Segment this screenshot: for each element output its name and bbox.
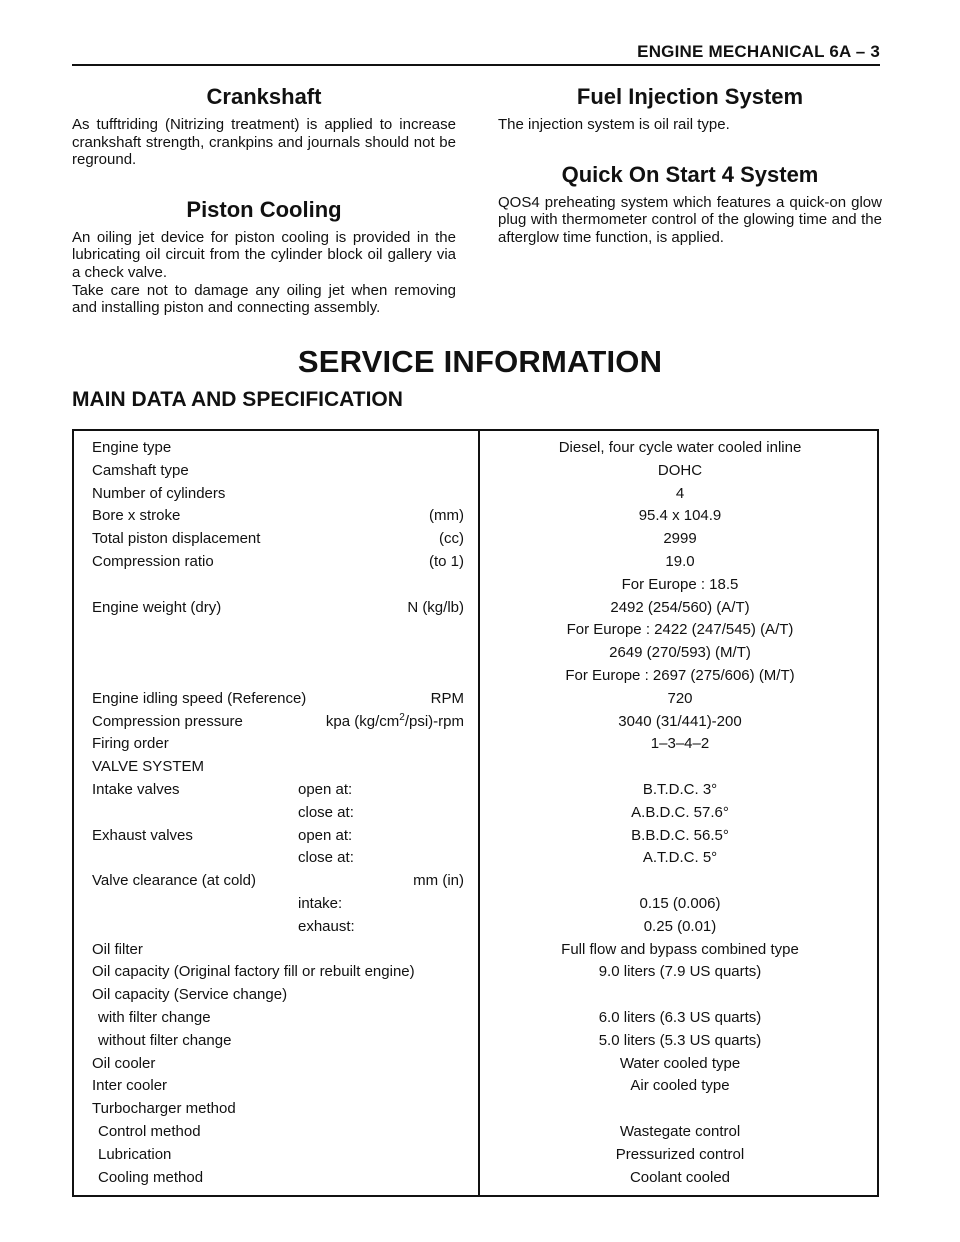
spec-row	[74, 688, 877, 711]
spec-label: Exhaust valves	[92, 826, 193, 844]
spec-value: Water cooled type	[619, 1054, 741, 1072]
spec-row	[74, 1144, 877, 1167]
spec-row	[74, 961, 877, 984]
spec-value: B.B.D.C. 56.5°	[631, 826, 729, 844]
spec-value: 0.25 (0.01)	[643, 917, 717, 935]
main-data-subtitle: MAIN DATA AND SPECIFICATION	[72, 388, 403, 411]
service-info-title: SERVICE INFORMATION	[297, 344, 663, 379]
fuel-injection-body: The injection system is oil rail type.	[498, 116, 730, 133]
fuel-injection-heading: Fuel Injection System	[576, 84, 804, 109]
spec-value: 3040 (31/441)-200	[618, 712, 742, 730]
spec-label: Cooling method	[98, 1168, 204, 1186]
spec-value: Full flow and bypass combined type	[561, 940, 799, 958]
spec-row	[74, 437, 877, 460]
spec-label: Turbocharger method	[92, 1100, 236, 1118]
spec-label: Camshaft type	[92, 461, 189, 479]
spec-row	[74, 1121, 877, 1144]
spec-label: Number of cylinders	[92, 484, 226, 502]
spec-label: Control method	[98, 1123, 201, 1140]
right-column	[498, 84, 882, 246]
spec-row	[74, 574, 877, 597]
spec-value: For Europe : 2697 (275/606) (M/T)	[565, 667, 795, 684]
spec-row	[74, 665, 877, 688]
spec-value: 95.4 x 104.9	[638, 507, 722, 525]
spec-label: Engine type	[92, 439, 172, 456]
spec-sublabel: exhaust:	[298, 917, 355, 935]
spec-label: Bore x stroke	[92, 507, 181, 525]
spec-unit	[326, 711, 464, 734]
spec-value: Wastegate control	[619, 1123, 741, 1140]
spec-unit: RPM	[430, 689, 464, 707]
spec-row	[74, 1030, 877, 1053]
spec-unit-part: kpa (kg/cm	[325, 712, 400, 730]
spec-row	[74, 939, 877, 962]
spec-value: Pressurized control	[615, 1145, 745, 1163]
spec-row	[74, 711, 877, 734]
spec-value: DOHC	[657, 461, 703, 479]
spec-sublabel: open at:	[298, 781, 353, 798]
crankshaft-heading: Crankshaft	[206, 84, 322, 109]
spec-label: Oil cooler	[92, 1054, 156, 1072]
header-rule	[72, 64, 880, 66]
spec-sublabel: open at:	[298, 826, 353, 844]
spec-label: Lubrication	[98, 1145, 172, 1163]
qos4-heading: Quick On Start 4 System	[561, 161, 819, 187]
spec-row	[74, 1098, 877, 1121]
spec-label: Firing order	[92, 735, 169, 753]
spec-value: Diesel, four cycle water cooled inline	[558, 439, 802, 456]
crankshaft-body: As tufftriding (Nitrizing treatment) is applied to increase crankshaft strength, crankpins and journals should not be reground.	[72, 116, 456, 169]
spec-label: Engine weight (dry)	[92, 598, 222, 616]
spec-label: Oil capacity (Original factory fill or rebuilt engine)	[92, 963, 415, 981]
spec-row	[74, 642, 877, 665]
spec-unit: N (kg/lb)	[407, 598, 464, 616]
spec-unit-part: /psi)-rpm	[404, 712, 464, 730]
spec-row	[74, 619, 877, 642]
spec-label: Valve clearance (at cold)	[92, 872, 256, 890]
spec-label: Oil capacity (Service change)	[92, 986, 288, 1004]
spec-unit: mm (in)	[413, 872, 464, 890]
spec-row	[74, 1007, 877, 1030]
spec-value: 4	[675, 484, 685, 502]
spec-value: A.B.D.C. 57.6°	[631, 803, 729, 821]
spec-row	[74, 483, 877, 506]
spec-row	[74, 779, 877, 802]
spec-sublabel: intake:	[298, 895, 343, 912]
piston-cooling-heading: Piston Cooling	[186, 196, 342, 222]
spec-row	[74, 916, 877, 939]
left-column	[72, 84, 456, 317]
spec-row	[74, 597, 877, 620]
spec-label: Engine idling speed (Reference)	[92, 689, 307, 707]
spec-value: 720	[667, 689, 693, 707]
spec-row	[74, 870, 877, 893]
spec-row	[74, 1075, 877, 1098]
spec-label: Intake valves	[92, 781, 180, 798]
spec-value: Coolant cooled	[629, 1168, 731, 1186]
spec-value: 5.0 liters (5.3 US quarts)	[598, 1031, 762, 1049]
spec-value: A.T.D.C. 5°	[642, 849, 718, 867]
spec-row	[74, 825, 877, 848]
spec-value: Air cooled type	[630, 1077, 730, 1095]
spec-value: For Europe : 18.5	[621, 575, 739, 593]
spec-label: without filter change	[98, 1031, 232, 1049]
spec-label: Inter cooler	[92, 1077, 168, 1095]
spec-unit-superscript: 2	[399, 711, 405, 723]
spec-row	[74, 802, 877, 825]
spec-row	[74, 551, 877, 574]
spec-value: 6.0 liters (6.3 US quarts)	[598, 1009, 762, 1026]
spec-row	[74, 505, 877, 528]
spec-value: For Europe : 2422 (247/545) (A/T)	[566, 621, 794, 639]
spec-row	[74, 756, 877, 779]
spec-sublabel: close at:	[298, 803, 354, 821]
spec-table	[72, 429, 879, 1197]
spec-row	[74, 984, 877, 1007]
spec-row	[74, 847, 877, 870]
piston-cooling-caution: Take care not to damage any oiling jet when removing and installing piston and connecting assembly.	[72, 281, 456, 317]
spec-label: Oil filter	[92, 940, 143, 958]
spec-value: 0.15 (0.006)	[639, 895, 721, 912]
qos4-body: QOS4 preheating system which features a quick-on glow plug with thermometer control of the glowing time and the afterglow time function, is applied.	[498, 193, 882, 246]
spec-value: 9.0 liters (7.9 US quarts)	[598, 963, 762, 981]
spec-label: VALVE SYSTEM	[92, 758, 204, 776]
spec-value: 1–3–4–2	[650, 735, 710, 753]
spec-value: 2492 (254/560) (A/T)	[610, 598, 750, 616]
spec-sublabel: close at:	[298, 849, 354, 867]
spec-label: Compression pressure	[92, 712, 243, 730]
spec-value: 2999	[663, 530, 697, 548]
spec-unit: (to 1)	[428, 553, 464, 570]
spec-row	[74, 1167, 877, 1190]
spec-row	[74, 460, 877, 483]
spec-value: 19.0	[665, 553, 695, 570]
spec-label: Total piston displacement	[92, 530, 261, 548]
spec-value: 2649 (270/593) (M/T)	[609, 644, 751, 662]
spec-row	[74, 1053, 877, 1076]
page-header: ENGINE MECHANICAL 6A – 3	[637, 42, 880, 61]
spec-row	[74, 733, 877, 756]
spec-row	[74, 528, 877, 551]
spec-value: B.T.D.C. 3°	[642, 781, 718, 798]
spec-label: Compression ratio	[92, 553, 214, 570]
spec-unit: (cc)	[439, 530, 464, 548]
spec-label: with filter change	[98, 1009, 211, 1026]
spec-row	[74, 893, 877, 916]
piston-cooling-body: An oiling jet device for piston cooling is provided in the lubricating oil circuit from the cylinder block oil gallery via a check valve.	[72, 228, 456, 281]
spec-unit: (mm)	[429, 507, 464, 525]
